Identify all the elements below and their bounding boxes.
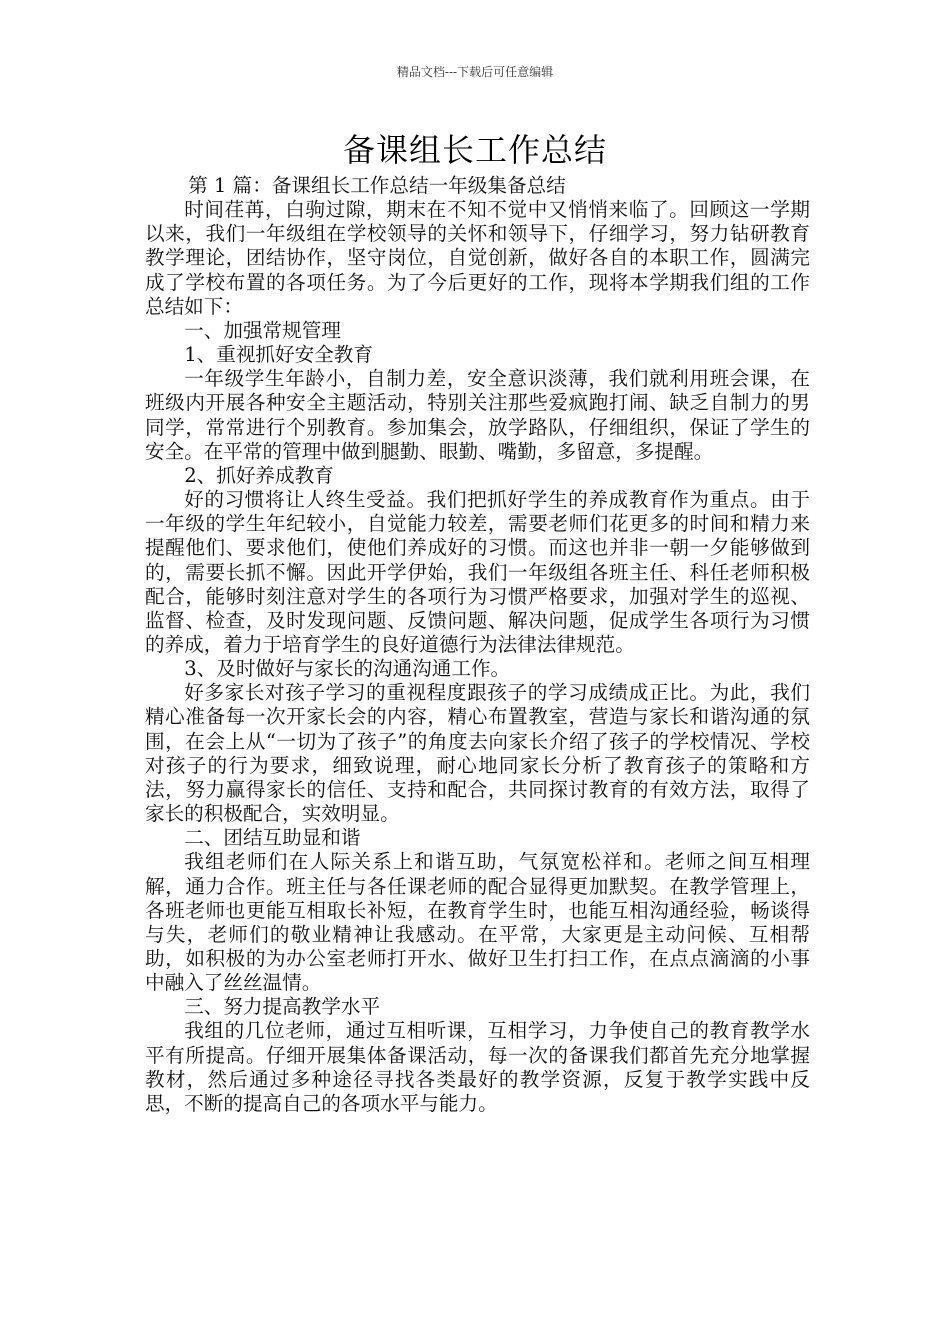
paragraph-intro: 时间荏苒，白驹过隙，期末在不知不觉中又悄悄来临了。回顾这一学期以来，我们一年级组在学校领导的关怀和领导下，仔细学习，努力钻研教育教学理论，团结协作，坚守岗位，自觉创新，做好各自的本职工作，圆满完成了学校布置的各项任务。为了今后更好的工作，现将本学期我们组的工作总结如下：: [145, 198, 810, 318]
paragraph-teaching: 我组的几位老师，通过互相听课，互相学习，力争使自己的教育教学水平有所提高。仔细开展集体备课活动，每一次的备课我们都首先充分地掌握教材，然后通过多种途径寻找各类最好的教学资源，反复于教学实践中反思，不断的提高自己的各项水平与能力。: [145, 1019, 810, 1115]
paragraph-parents: 好多家长对孩子学习的重视程度跟孩子的学习成绩成正比。为此，我们精心准备每一次开家长会的内容，精心布置教室，营造与家长和谐沟通的氛围，在会上从“一切为了孩子”的角度去向家长介绍了孩子的学校情况、学校对孩子的行为要求，细致说理，耐心地同家长分析了教育孩子的策略和方法，努力赢得家长的信任、支持和配合，共同探讨教育的有效方法，取得了家长的积极配合，实效明显。: [145, 681, 810, 826]
subsection-heading-1-1: 1、重视抓好安全教育: [184, 343, 373, 367]
section-heading-3: 三、努力提高教学水平: [184, 995, 381, 1019]
page-header: 精品文档---下载后可任意编辑: [396, 65, 554, 79]
section-heading-1: 一、加强常规管理: [184, 318, 341, 342]
document-body: [145, 174, 810, 1116]
document-subtitle: 第 1 篇：备课组长工作总结一年级集备总结: [188, 174, 566, 197]
paragraph-habits: 好的习惯将让人终生受益。我们把抓好学生的养成教育作为重点。由于一年级的学生年纪较小，自觉能力较差，需要老师们花更多的时间和精力来提醒他们、要求他们，使他们养成好的习惯。而这也并非一朝一夕能够做到的，需要长抓不懈。因此开学伊始，我们一年级组各班主任、科任老师积极配合，能够时刻注意对学生的各项行为习惯严格要求，加强对学生的巡视、监督、检查，及时发现问题、反馈问题、解决问题，促成学生各项行为习惯的养成，着力于培育学生的良好道德行为法律法律规范。: [145, 488, 810, 656]
subsection-heading-1-2: 2、抓好养成教育: [184, 463, 334, 487]
document-title: 备课组长工作总结: [342, 131, 607, 169]
subsection-heading-1-3: 3、及时做好与家长的沟通沟通工作。: [184, 657, 511, 681]
paragraph-teamwork: 我组老师们在人际关系上和谐互助，气氛宽松祥和。老师之间互相理解，通力合作。班主任与各任课老师的配合显得更加默契。在教学管理上，各班老师也更能互相取长补短，在教育学生时，也能互相沟通经验，畅谈得与失，老师们的敬业精神让我感动。在平常，大家更是主动问候、互相帮助，如积极的为办公室老师打开水、做好卫生打扫工作，在点点滴滴的小事中融入了丝丝温情。: [145, 850, 810, 995]
paragraph-safety: 一年级学生年龄小，自制力差，安全意识淡薄，我们就利用班会课，在班级内开展各种安全主题活动，特别关注那些爱疯跑打闹、缺乏自制力的男同学，常常进行个别教育。参加集会，放学路队，仔细组织，保证了学生的安全。在平常的管理中做到腿勤、眼勤、嘴勤，多留意，多提醒。: [145, 367, 810, 463]
section-heading-2: 二、团结互助显和谐: [184, 826, 361, 850]
